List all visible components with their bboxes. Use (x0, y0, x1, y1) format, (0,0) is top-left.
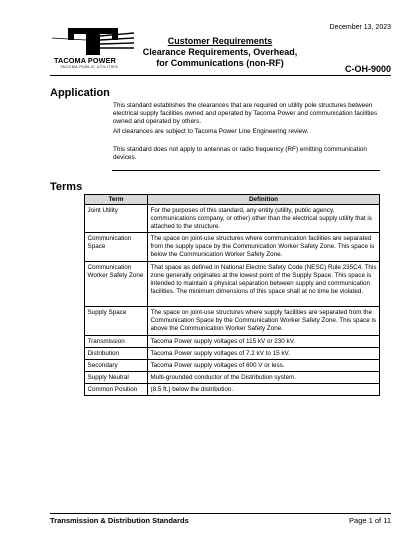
term-cell: Distribution (85, 348, 148, 360)
application-divider (112, 170, 380, 171)
doc-code: C-OH-9000 (344, 64, 391, 74)
definition-cell: For the purposes of this standard, any entity (utility, public agency, communications company, or other) other than the electrical supply utility that is attached to the structure. (148, 205, 380, 233)
term-cell: Supply Neutral (85, 372, 148, 384)
table-row (85, 233, 380, 262)
terms-table (84, 194, 380, 396)
logo-tagline: TACOMA PUBLIC UTILITIES (60, 65, 119, 69)
definition-cell: Multi-grounded conductor of the Distribution system. (148, 372, 380, 384)
footer-divider (50, 513, 391, 514)
table-row (85, 372, 380, 384)
page-number: Page 1 of 11 (349, 516, 391, 525)
header-divider (50, 75, 391, 76)
application-paragraph: This standard does not apply to antennas or radio frequency (RF) emitting communication devices. (113, 146, 367, 162)
table-row (85, 205, 380, 233)
term-cell: Supply Space (85, 307, 148, 336)
term-cell: Communication Worker Safety Zone (85, 262, 148, 307)
footer-title: Transmission & Distribution Standards (50, 516, 189, 525)
table-row (85, 384, 380, 396)
definition-cell: Tacoma Power supply voltages of 7.2 kV to 15 kV. (148, 348, 380, 360)
table-header-row (85, 195, 380, 205)
table-row (85, 348, 380, 360)
term-cell: Transmission (85, 336, 148, 348)
column-header-term: Term (85, 195, 148, 205)
definition-cell: The space on joint-use structures where supply facilities are separated from the Communication Space by the Communication Worker Safety Zone. This space is above the Communication Worker Safety Zone. (148, 307, 380, 336)
table-row (85, 360, 380, 372)
term-cell: Common Position (85, 384, 148, 396)
application-paragraph: All clearances are subject to Tacoma Power Line Engineering review. (113, 128, 309, 135)
definition-cell: (8.5 ft.) below the distribution. (148, 384, 380, 396)
terms-heading: Terms (50, 181, 83, 193)
term-cell: Joint Utility (85, 205, 148, 233)
definition-cell: The space on joint-use structures where communication facilities are separated from the supply space by the Communication Worker Safety Zone. This space is below the Communication Worker Safety Zone. (148, 233, 380, 262)
page-date: December 13, 2023 (329, 24, 391, 31)
column-header-definition: Definition (148, 195, 380, 205)
doc-title-line2: for Communications (non-RF) (156, 58, 284, 68)
table-row (85, 307, 380, 336)
term-cell: Communication Space (85, 233, 148, 262)
term-cell: Secondary (85, 360, 148, 372)
definition-cell: Tacoma Power supply voltages of 600 V or less. (148, 360, 380, 372)
application-paragraph: This standard establishes the clearances that are required on utility pole structures between electrical supply facilities owned and operated by Tacoma Power and communication facilities owned and operated by others. (113, 102, 378, 126)
definition-cell: Tacoma Power supply voltages of 115 kV or 230 kV. (148, 336, 380, 348)
table-row (85, 262, 380, 307)
application-heading: Application (50, 87, 110, 99)
logo-wordmark: TACOMA POWER (54, 56, 117, 65)
table-row (85, 336, 380, 348)
doc-title-line1: Clearance Requirements, Overhead, (142, 47, 298, 57)
doc-category: Customer Requirements (167, 36, 273, 46)
definition-cell: That space as defined in National Electric Safety Code (NESC) Rule 235C4. This zone generally originates at the lowest point of the Supply Space. This space is intended to maintain a physical separation between supply and communication facilities. The minimum dimensions of this space shall at no time be violated. (148, 262, 380, 307)
